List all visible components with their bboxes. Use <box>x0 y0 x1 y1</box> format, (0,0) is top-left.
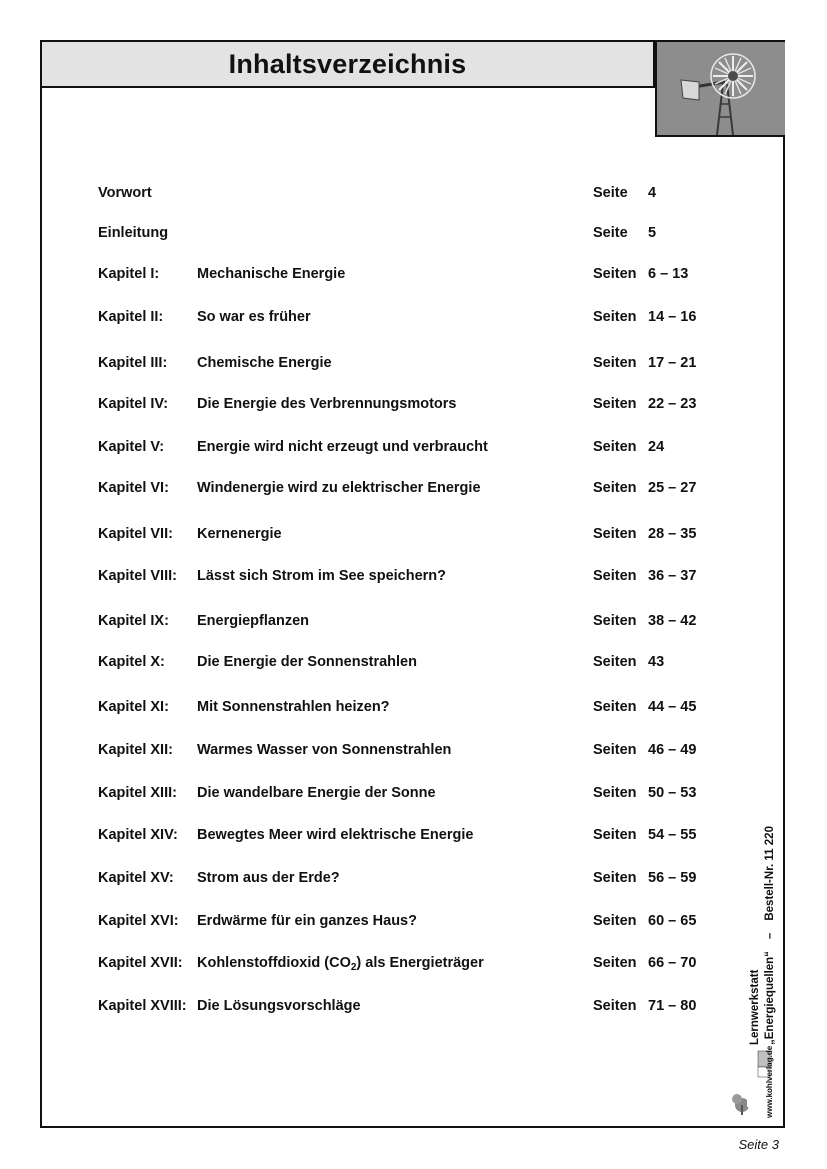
toc-chapter: Kapitel XII: <box>98 742 173 758</box>
toc-title-subscript: 2 <box>350 962 357 973</box>
toc-seite-label: Seiten <box>593 266 637 282</box>
toc-pages: 4 <box>648 185 657 201</box>
toc-seite-label: Seiten <box>593 480 637 496</box>
toc-row-kapitel-11 <box>98 697 718 717</box>
toc-pages: 22 – 23 <box>648 396 697 412</box>
toc-pages: 17 – 21 <box>648 355 697 371</box>
toc-seite-label: Seiten <box>593 785 637 801</box>
toc-pages: 28 – 35 <box>648 526 697 542</box>
windmill-photo <box>655 42 785 137</box>
toc-title: Lässt sich Strom im See speichern? <box>197 568 447 584</box>
toc-title: Die Energie des Verbrennungsmotors <box>197 396 457 412</box>
toc-title-pre: Kohlenstoffdioxid (CO <box>197 955 351 971</box>
toc-chapter: Kapitel XVI: <box>98 913 179 929</box>
toc-seite-label: Seiten <box>593 955 637 971</box>
toc-pages: 71 – 80 <box>648 998 697 1014</box>
toc-chapter: Kapitel IX: <box>98 613 169 629</box>
toc-chapter: Kapitel VIII: <box>98 568 177 584</box>
toc-row-kapitel-18 <box>98 996 718 1016</box>
toc-title <box>197 953 484 973</box>
toc-row-kapitel-3 <box>98 353 718 373</box>
toc-row-kapitel-5 <box>98 437 718 457</box>
toc-chapter: Kapitel XV: <box>98 870 174 886</box>
publisher-url[interactable]: www.kohlverlag.de <box>765 1045 774 1118</box>
toc-title: Warmes Wasser von Sonnenstrahlen <box>197 742 452 758</box>
toc-chapter: Kapitel III: <box>98 355 168 371</box>
windmill-image <box>657 42 785 135</box>
toc-title: Erdwärme für ein ganzes Haus? <box>197 913 417 929</box>
toc-title: Strom aus der Erde? <box>197 870 340 886</box>
toc-seite-label: Seiten <box>593 613 637 629</box>
toc-title-post: ) als Energieträger <box>356 955 484 971</box>
toc-pages: 24 <box>648 439 665 455</box>
title-bar <box>42 42 655 88</box>
toc-chapter: Kapitel IV: <box>98 396 169 412</box>
toc-chapter: Vorwort <box>98 185 152 201</box>
toc-chapter: Kapitel V: <box>98 439 165 455</box>
toc-pages: 14 – 16 <box>648 309 697 325</box>
toc-seite-label: Seiten <box>593 439 637 455</box>
toc-title: Windenergie wird zu elektrischer Energie <box>197 480 481 496</box>
toc-row-kapitel-15 <box>98 868 718 888</box>
toc-title: Mit Sonnenstrahlen heizen? <box>197 699 390 715</box>
toc-chapter: Kapitel II: <box>98 309 164 325</box>
toc-title: Die wandelbare Energie der Sonne <box>197 785 436 801</box>
toc-title: Die Lösungsvorschläge <box>197 998 361 1014</box>
imprint-series: Lernwerkstatt <box>749 969 761 1045</box>
toc-pages: 44 – 45 <box>648 699 697 715</box>
toc-title: Chemische Energie <box>197 355 332 371</box>
toc-pages: 50 – 53 <box>648 785 697 801</box>
toc-chapter: Kapitel VI: <box>98 480 169 496</box>
toc-row-vorwort <box>98 183 718 203</box>
toc-chapter: Kapitel XIII: <box>98 785 177 801</box>
toc-pages: 25 – 27 <box>648 480 697 496</box>
toc-title: So war es früher <box>197 309 311 325</box>
toc-row-kapitel-16 <box>98 911 718 931</box>
toc-chapter: Kapitel I: <box>98 266 160 282</box>
toc-chapter: Kapitel XVII: <box>98 955 183 971</box>
toc-seite-label: Seiten <box>593 396 637 412</box>
toc-row-kapitel-7 <box>98 524 718 544</box>
toc-row-kapitel-17 <box>98 953 718 973</box>
toc-row-einleitung <box>98 223 718 243</box>
toc-pages: 46 – 49 <box>648 742 697 758</box>
toc-chapter: Kapitel XI: <box>98 699 169 715</box>
toc-title: Energie wird nicht erzeugt und verbraucht <box>197 439 488 455</box>
toc-chapter: Kapitel XVIII: <box>98 998 187 1014</box>
toc-title: Mechanische Energie <box>197 266 346 282</box>
toc-pages: 38 – 42 <box>648 613 697 629</box>
toc-chapter: Einleitung <box>98 225 169 241</box>
toc-row-kapitel-13 <box>98 783 718 803</box>
toc-row-kapitel-9 <box>98 611 718 631</box>
toc-row-kapitel-10 <box>98 652 718 672</box>
imprint-order-number: Bestell-Nr. 11 220 <box>764 826 776 921</box>
side-imprint <box>748 755 788 1045</box>
toc-row-kapitel-2 <box>98 307 718 327</box>
toc-row-kapitel-4 <box>98 394 718 414</box>
toc-seite-label: Seite <box>593 185 628 201</box>
toc-seite-label: Seiten <box>593 870 637 886</box>
page-title: Inhaltsverzeichnis <box>228 48 467 79</box>
toc-seite-label: Seiten <box>593 699 637 715</box>
toc-seite-label: Seiten <box>593 654 637 670</box>
toc-seite-label: Seiten <box>593 913 637 929</box>
toc-title: Energiepflanzen <box>197 613 309 629</box>
toc-seite-label: Seiten <box>593 998 637 1014</box>
toc-seite-label: Seiten <box>593 309 637 325</box>
toc-pages: 60 – 65 <box>648 913 697 929</box>
toc-pages: 66 – 70 <box>648 955 697 971</box>
toc-seite-label: Seiten <box>593 568 637 584</box>
toc-row-kapitel-8 <box>98 566 718 586</box>
toc-seite-label: Seiten <box>593 526 637 542</box>
toc-title: Bewegtes Meer wird elektrische Energie <box>197 827 474 843</box>
toc-pages: 6 – 13 <box>648 266 689 282</box>
page-number: Seite 3 <box>738 1137 779 1152</box>
imprint-line2 <box>763 755 778 1045</box>
toc-pages: 56 – 59 <box>648 870 697 886</box>
toc-pages: 36 – 37 <box>648 568 697 584</box>
toc-seite-label: Seiten <box>593 355 637 371</box>
toc-row-kapitel-14 <box>98 825 718 845</box>
toc-pages: 43 <box>648 654 665 670</box>
toc-title: Kernenergie <box>197 526 282 542</box>
toc-row-kapitel-12 <box>98 740 718 760</box>
imprint-title: „Energiequellen“ <box>764 951 776 1045</box>
toc-chapter: Kapitel X: <box>98 654 165 670</box>
toc-seite-label: Seiten <box>593 827 637 843</box>
toc-chapter: Kapitel XIV: <box>98 827 178 843</box>
imprint-dash: – <box>764 932 776 940</box>
toc-chapter: Kapitel VII: <box>98 526 173 542</box>
toc-pages: 5 <box>648 225 657 241</box>
toc-seite-label: Seite <box>593 225 628 241</box>
toc-seite-label: Seiten <box>593 742 637 758</box>
toc-row-kapitel-1 <box>98 264 718 284</box>
toc-row-kapitel-6 <box>98 478 718 498</box>
toc-pages: 54 – 55 <box>648 827 697 843</box>
toc-title: Die Energie der Sonnenstrahlen <box>197 654 417 670</box>
